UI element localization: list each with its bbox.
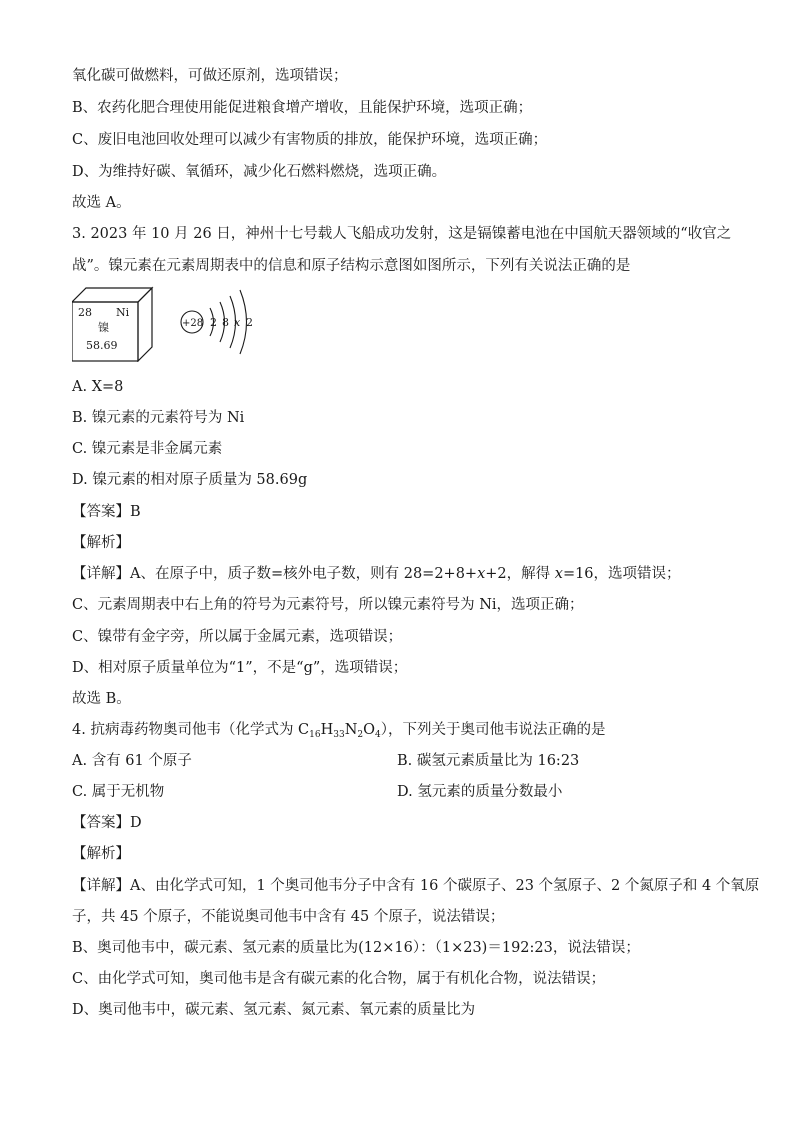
option-b: B. 碳氢元素质量比为 16:23 <box>397 753 580 769</box>
atomic-number: 28 <box>78 306 92 319</box>
answer-label: 【答案】D <box>72 815 142 831</box>
shell-electrons-3: x <box>234 316 241 329</box>
detail-line: 子，共 45 个原子，不能说奥司他韦中含有 45 个原子，说法错误； <box>72 909 505 925</box>
option-b: B. 镍元素的元素符号为 Ni <box>72 410 245 426</box>
element-name: 镍 <box>98 321 109 334</box>
paragraph-line: D、为维持好碳、氧循环，减少化石燃料燃烧，选项正确。 <box>72 164 447 180</box>
question-3-stem-cont: 战”。镍元素在元素周期表中的信息和原子结构示意图如图所示，下列有关说法正确的是 <box>72 258 631 274</box>
atomic-mass: 58.69 <box>86 339 118 352</box>
detail-line: D、相对原子质量单位为“1”，不是“g”，选项错误； <box>72 660 408 676</box>
conclusion-line: 故选 B。 <box>72 691 131 707</box>
element-symbol: Ni <box>116 306 130 319</box>
atomic-structure-diagram <box>181 290 253 354</box>
detail-line: C、由化学式可知，奥司他韦是含有碳元素的化合物，属于有机化合物，说法错误； <box>72 971 606 987</box>
detail-line: B、奥司他韦中，碳元素、氢元素的质量比为(12×16）：（1×23)＝192:23，说法错误； <box>72 940 640 956</box>
analysis-label: 【解析】 <box>72 535 130 551</box>
shell-electrons-1: 2 <box>210 316 217 329</box>
paragraph-line: B、农药化肥合理使用能促进粮食增产增收，且能保护环境，选项正确； <box>72 100 533 116</box>
nucleus-charge: +28 <box>182 318 204 329</box>
paragraph-line: 故选 A。 <box>72 195 131 211</box>
answer-label: 【答案】B <box>72 504 141 520</box>
detail-line: 【详解】A、在原子中，质子数=核外电子数，则有 28=2+8+x+2，解得 x=16，选项错误； <box>72 566 681 582</box>
option-a: A. 含有 61 个原子 <box>72 753 192 769</box>
paragraph-line: C、废旧电池回收处理可以减少有害物质的排放，能保护环境，选项正确； <box>72 132 548 148</box>
option-c: C. 镍元素是非金属元素 <box>72 441 223 457</box>
option-d: D. 氢元素的质量分数最小 <box>397 784 563 800</box>
question-3-stem: 3. 2023 年 10 月 26 日，神州十七号载人飞船成功发射，这是镉镍蓄电池在中国航天器领域的“收官之 <box>72 226 732 242</box>
detail-line: D、奥司他韦中，碳元素、氢元素、氮元素、氧元素的质量比为 <box>72 1002 476 1018</box>
detail-line: C、镍带有金字旁，所以属于金属元素，选项错误； <box>72 629 403 645</box>
nickel-figure <box>72 282 272 362</box>
detail-line: C、元素周期表中右上角的符号为元素符号，所以镍元素符号为 Ni，选项正确； <box>72 597 584 613</box>
shell-electrons-4: 2 <box>246 316 253 329</box>
detail-line: 【详解】A、由化学式可知，1 个奥司他韦分子中含有 16 个碳原子、23 个氢原子、2 个氮原子和 4 个氧原 <box>72 878 760 894</box>
paragraph-line: 氧化碳可做燃料，可做还原剂，选项错误； <box>72 68 348 84</box>
shell-electrons-2: 8 <box>222 316 229 329</box>
option-d: D. 镍元素的相对原子质量为 58.69g <box>72 472 308 488</box>
analysis-label: 【解析】 <box>72 846 130 862</box>
question-4-stem: 4. 抗病毒药物奥司他韦（化学式为 $C_{16}H_{33}N_2O_4$），下列关于奥司他韦说法正确的是 <box>72 722 606 740</box>
periodic-table-cell <box>72 288 152 361</box>
option-a: A. X=8 <box>72 379 124 395</box>
option-c: C. 属于无机物 <box>72 784 165 800</box>
